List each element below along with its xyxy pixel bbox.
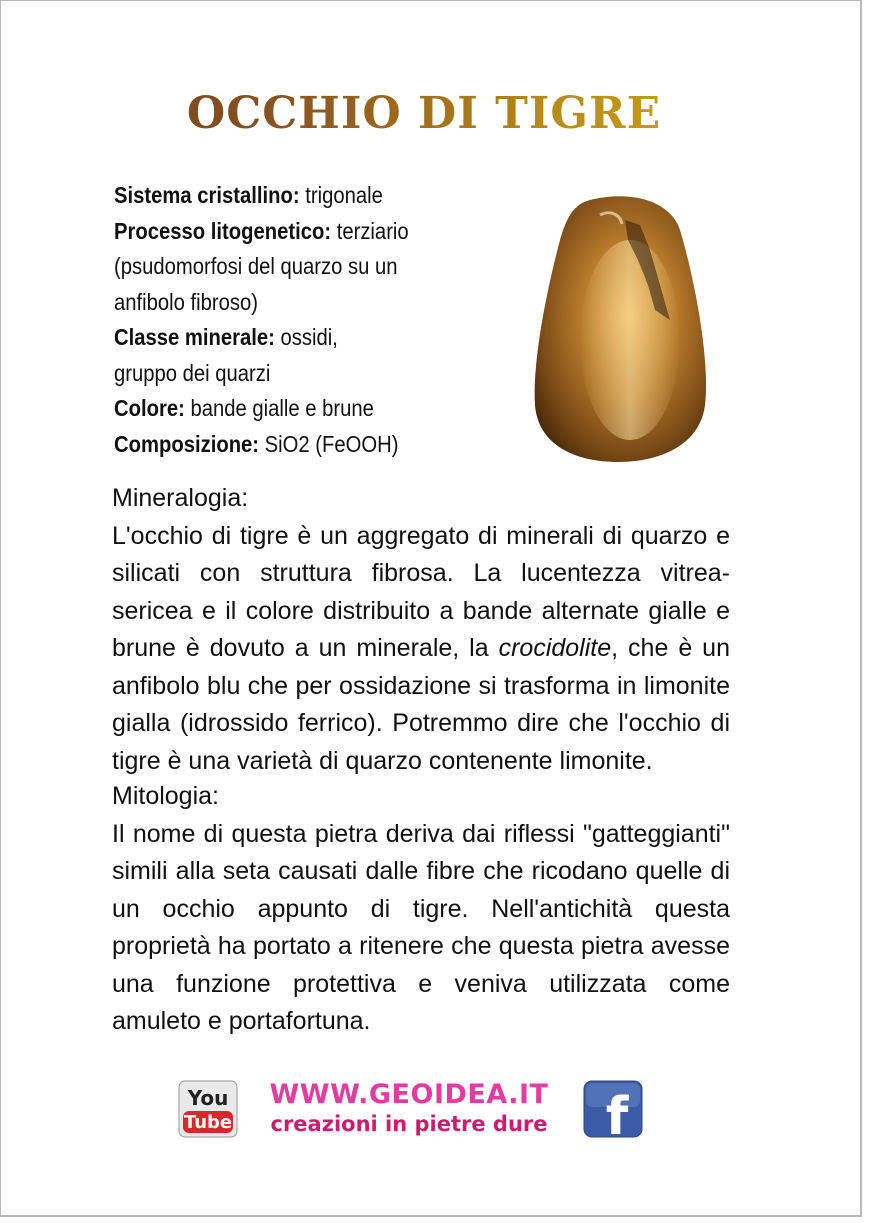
- property-row: [114, 249, 466, 285]
- properties-list: [114, 178, 466, 462]
- property-label: Classe minerale:: [114, 324, 275, 350]
- mineralogia-text: [112, 518, 730, 781]
- property-value: anfibolo fibroso): [114, 288, 259, 315]
- property-row: [114, 356, 466, 392]
- website-link[interactable]: WWW.GEOIDEA.IT: [269, 1079, 549, 1110]
- mitologia-section: [112, 778, 730, 1041]
- property-value: bande gialle e brune: [184, 395, 374, 421]
- facebook-icon[interactable]: [583, 1080, 643, 1138]
- property-row: [114, 391, 466, 427]
- property-value: (psudomorfosi del quarzo su un: [114, 253, 398, 279]
- facebook-icon-letter: f: [605, 1087, 629, 1138]
- mineralogia-heading: Mineralogia:: [112, 484, 249, 512]
- property-label: Processo litogenetico:: [114, 217, 332, 244]
- property-row: [114, 214, 466, 250]
- property-value: gruppo dei quarzi: [114, 359, 271, 386]
- tiger-eye-stone-image: [530, 190, 710, 465]
- property-row: [114, 320, 466, 356]
- mitologia-heading: Mitologia:: [112, 782, 219, 810]
- property-value: SiO2 (FeOOH): [259, 430, 399, 457]
- mineralogia-section: [112, 480, 730, 780]
- youtube-icon-bottom-text: Tube: [183, 1112, 233, 1133]
- property-row: [114, 285, 466, 321]
- page-title: OCCHIO DI TIGRE: [0, 88, 848, 139]
- footer-tagline: creazioni in pietre dure: [270, 1112, 548, 1136]
- mineralogia-text-part: , che è un anfibolo blu che per ossidazione si trasforma in limonite gialla (idrossido ferrico). Potremmo dire che l'occhio di tigre è una varietà di quarzo contenente limonite.: [112, 634, 730, 775]
- youtube-icon-top-text: You: [187, 1086, 229, 1110]
- property-value: ossidi,: [274, 324, 338, 350]
- mitologia-text: Il nome di questa pietra deriva dai riflessi "gatteggianti" simili alla seta causati dalle fibre che ricodano quelle di un occhio appunto di tigre. Nell'antichità questa proprietà ha portato a ritenere che questa pietra avesse una funzione protettiva e veniva utilizzata come amuleto e portafortuna.: [112, 819, 730, 1035]
- footer-site: [244, 1079, 574, 1137]
- property-label: Composizione:: [114, 430, 260, 457]
- property-value: trigonale: [299, 182, 383, 208]
- property-value: terziario: [331, 217, 409, 244]
- youtube-icon[interactable]: [178, 1080, 238, 1138]
- property-row: [114, 178, 466, 214]
- mineralogia-text-part: L'occhio di tigre è un aggregato di minerali di quarzo e silicati con struttura fibrosa. La lucentezza vitrea-sericea e il colore distribuito a bande alternate gialle e brune è dovuto a un minerale, la: [112, 521, 730, 662]
- property-row: [114, 427, 466, 463]
- property-label: Sistema cristallino:: [114, 182, 300, 208]
- mineralogia-italic-term: crocidolite: [498, 634, 612, 662]
- property-label: Colore:: [114, 395, 185, 421]
